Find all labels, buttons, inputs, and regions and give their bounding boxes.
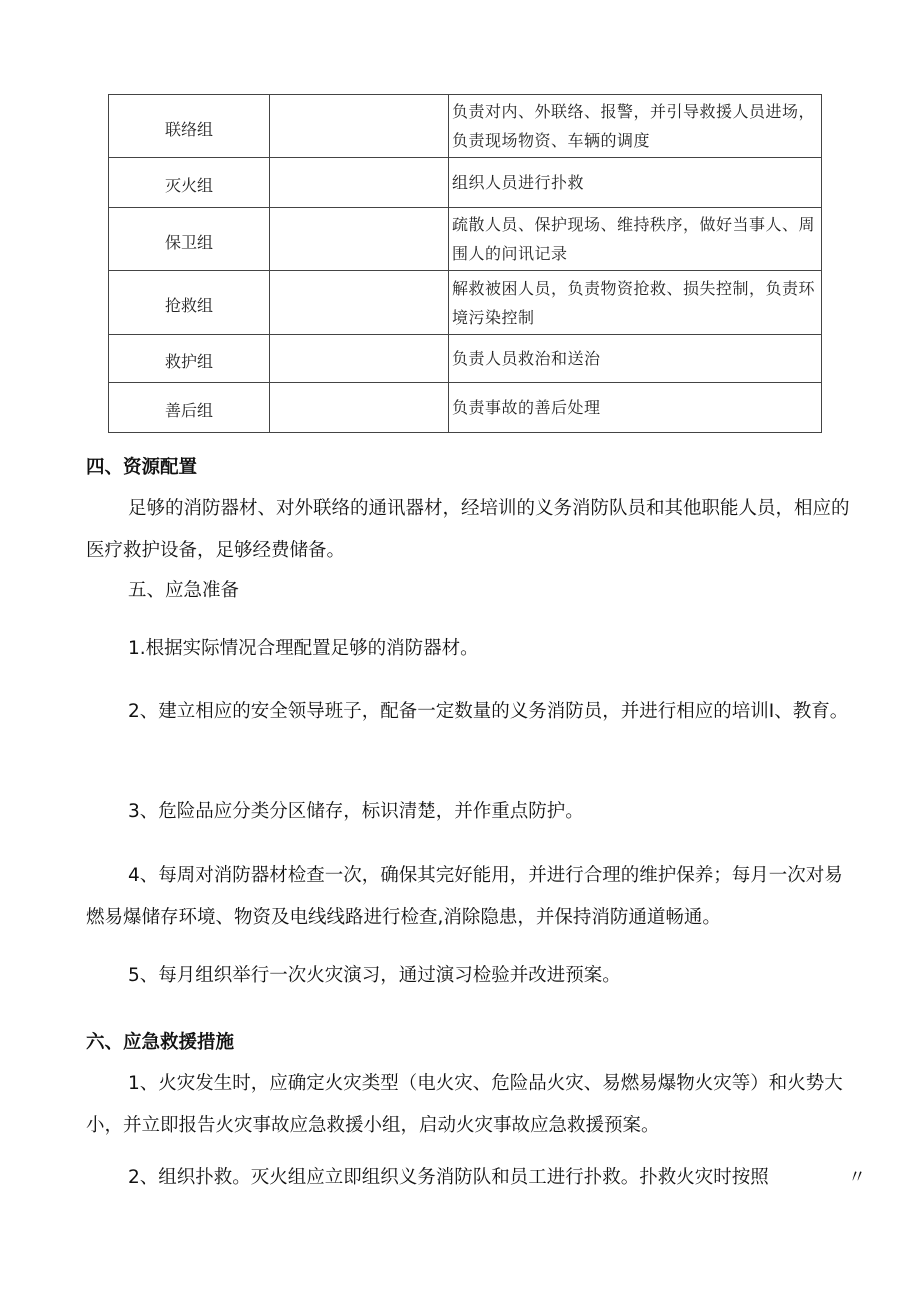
trailing-quote-mark: 〃	[848, 1167, 866, 1188]
section5-heading: 五、应急准备	[128, 580, 240, 601]
section5-item-1: 1.根据实际情况合理配置足够的消防器材。	[128, 638, 479, 659]
group-name-cell: 善后组	[109, 383, 270, 433]
duty-cell: 组织人员进行扑救	[449, 158, 822, 208]
leader-cell	[270, 95, 449, 158]
section5-item-3: 3、危险品应分类分区储存，标识清楚，并作重点防护。	[128, 801, 584, 822]
table-row	[109, 335, 822, 383]
group-name-cell: 灭火组	[109, 158, 270, 208]
duty-cell: 疏散人员、保护现场、维持秩序，做好当事人、周围人的问讯记录	[449, 208, 822, 271]
leader-cell	[270, 208, 449, 271]
section6-heading: 六、应急救援措施	[86, 1032, 235, 1053]
leader-cell	[270, 383, 449, 433]
leader-cell	[270, 158, 449, 208]
leader-cell	[270, 271, 449, 335]
duty-cell: 负责人员救治和送治	[449, 335, 822, 383]
group-name-cell: 联络组	[109, 95, 270, 158]
duty-cell: 负责对内、外联络、报警，并引导救援人员进场，负责现场物资、车辆的调度	[449, 95, 822, 158]
section5-item-5: 5、每月组织举行一次火灾演习，通过演习检验并改进预案。	[128, 965, 621, 986]
section4-heading: 四、资源配置	[86, 457, 198, 478]
duty-cell: 解救被困人员，负责物资抢救、损失控制，负责环境污染控制	[449, 271, 822, 335]
group-name-cell: 救护组	[109, 335, 270, 383]
duty-cell: 负责事故的善后处理	[449, 383, 822, 433]
section4-paragraph: 足够的消防器材、对外联络的通讯器材，经培训的义务消防队员和其他职能人员，相应的医疗救护设备，足够经费储备。	[86, 498, 850, 561]
table-row	[109, 271, 822, 335]
table-row	[109, 208, 822, 271]
leader-cell	[270, 335, 449, 383]
group-name-cell: 抢救组	[109, 271, 270, 335]
section5-item-2: 2、建立相应的安全领导班子，配备一定数量的义务消防员，并进行相应的培训I、教育。	[128, 701, 849, 722]
section5-item-4: 4、每周对消防器材检查一次，确保其完好能用，并进行合理的维护保养；每月一次对易燃易爆储存环境、物资及电线线路进行检查,消除隐患，并保持消防通道畅通。	[86, 865, 843, 928]
emergency-groups-table	[108, 94, 822, 433]
table-row	[109, 158, 822, 208]
section6-item-1: 1、火灾发生时，应确定火灾类型（电火灾、危险品火灾、易燃易爆物火灾等）和火势大小，并立即报告火灾事故应急救援小组，启动火灾事故应急救援预案。	[86, 1073, 843, 1136]
section6-item-2: 2、组织扑救。灭火组应立即组织义务消防队和员工进行扑救。扑救火灾时按照	[128, 1167, 769, 1188]
table-row	[109, 95, 822, 158]
group-name-cell: 保卫组	[109, 208, 270, 271]
table-row	[109, 383, 822, 433]
